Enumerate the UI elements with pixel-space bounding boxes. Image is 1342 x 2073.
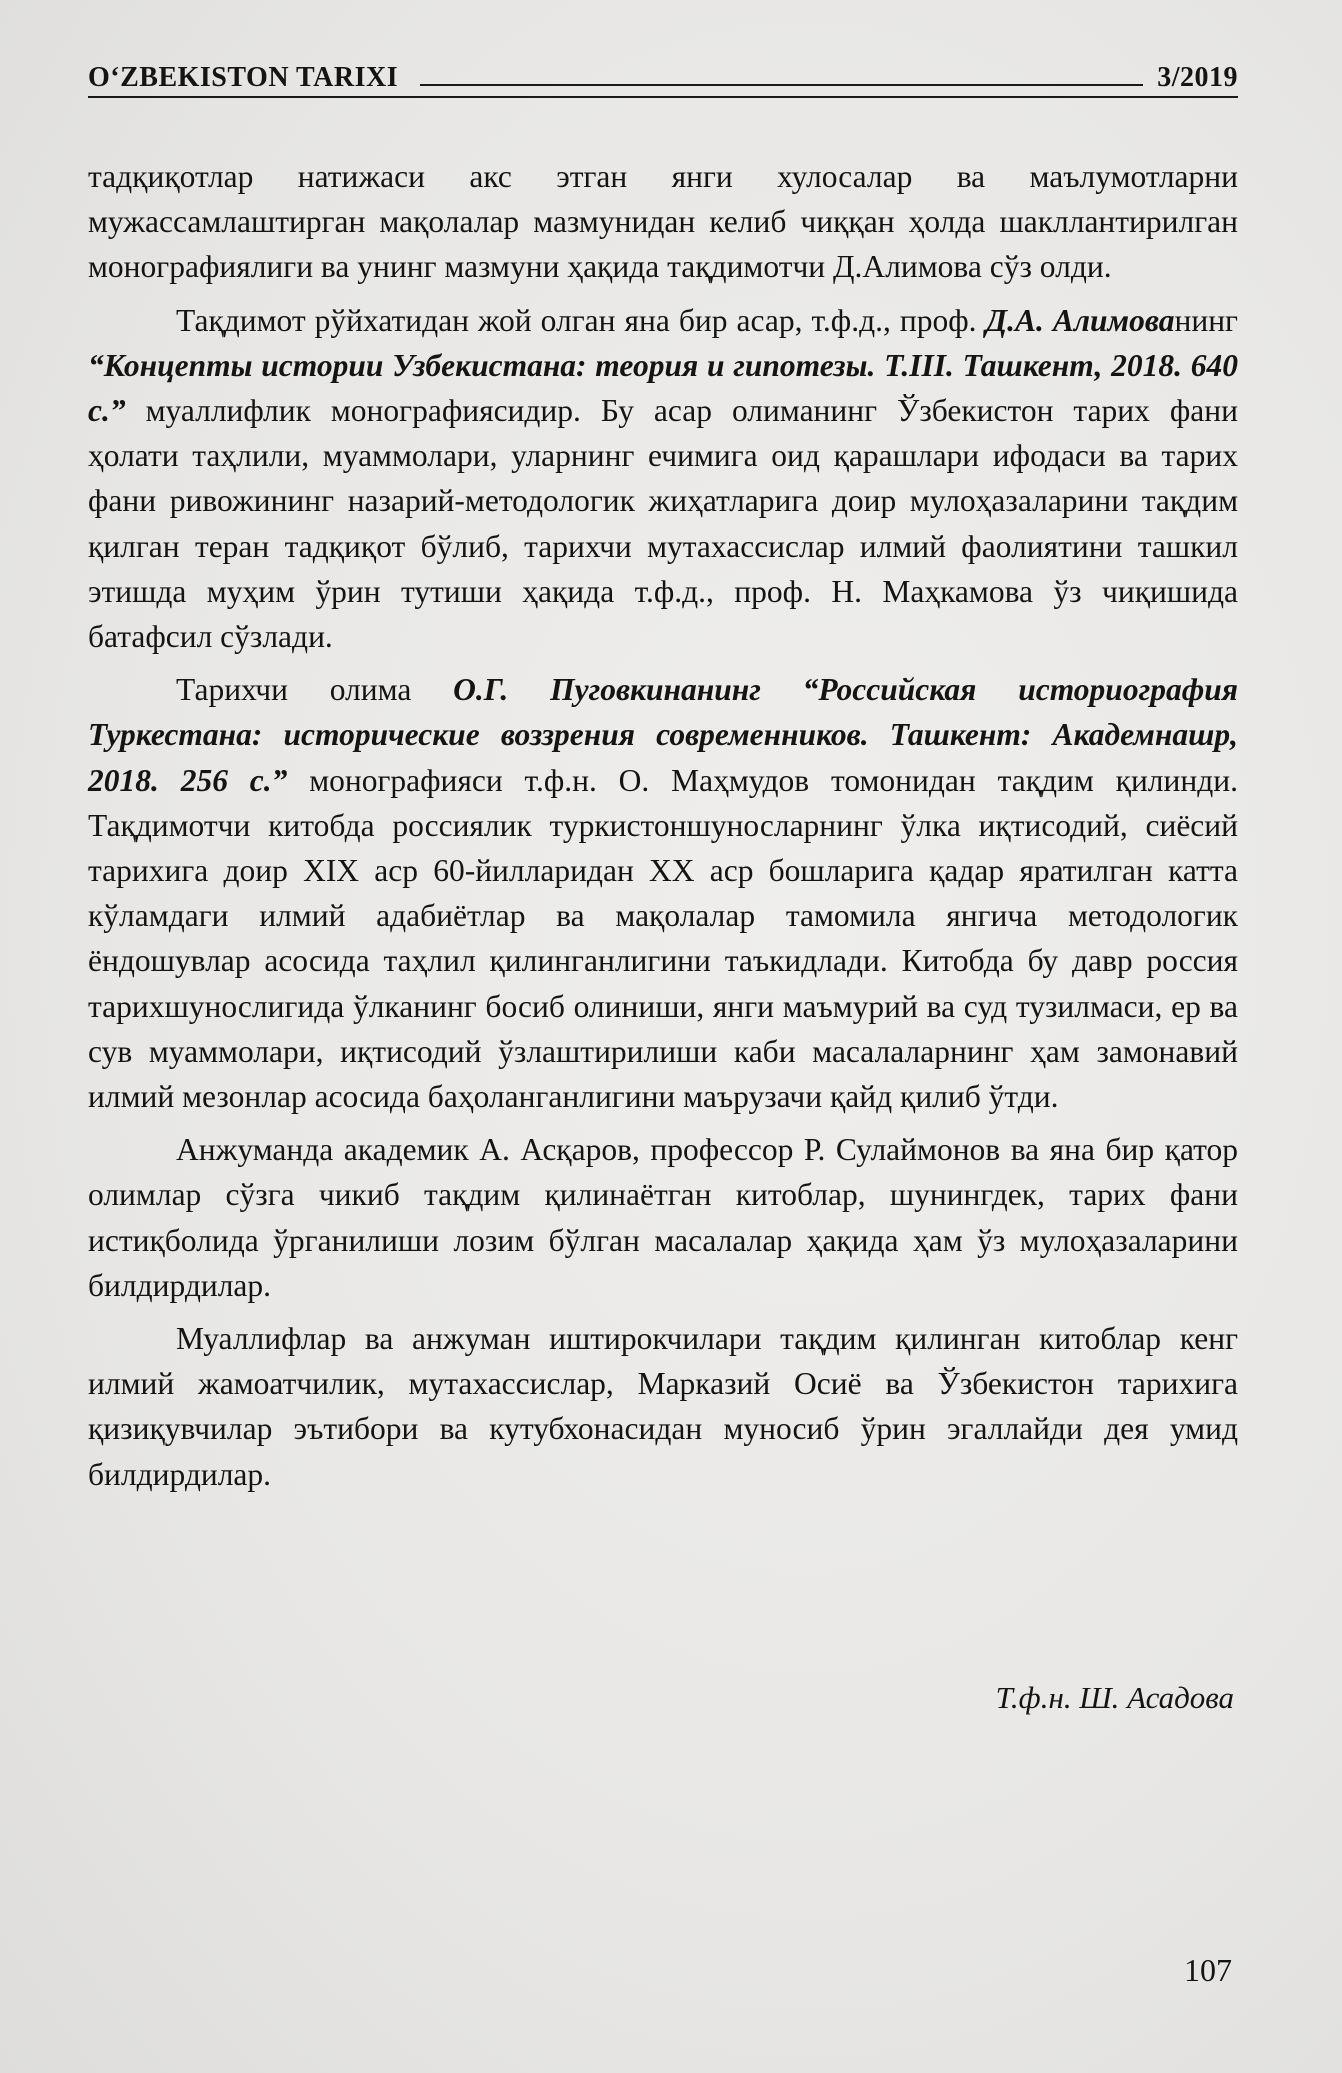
paragraph-5: Муаллифлар ва анжуман иштирокчилари тақдим қилинган китоблар кенг илмий жамоатчилик, мутахассислар, Марказий Осиё ва Ўзбекистон тарихига қизиқувчилар эътибори ва кутубхонасидан муносиб ўрин эгаллайди дея умид билдирдилар. xyxy=(88,1321,1238,1492)
author-alimova: Д.А. Алимова xyxy=(985,302,1175,338)
book-title-pugovkina: О.Г. Пуговкинанинг “Российская историография Туркестана: исторические воззрения современников. Ташкент: Академнашр, 2018. 256 с.” xyxy=(88,672,1238,798)
header-underline xyxy=(88,96,1238,98)
book-title-alimova: “Концепты истории Узбекистана: теория и гипотезы. Т.III. Ташкент, 2018. 640 с.” xyxy=(88,347,1238,429)
paragraph-3-start: Тарихчи олима xyxy=(176,672,454,708)
paragraph-3-end: монографияси т.ф.н. О. Маҳмудов томонидан тақдим қилинди. Тақдимотчи китобда россиялик туркистоншуносларнинг ўлка иқтисодий, сиёсий тарихига доир XIX аср 60-йилларидан XX аср бошларига қадар яратилган катта кўламдаги илмий адабиётлар ва мақолалар тамомила янгича методологик ёндошувлар асосида таҳлил қилинганлигини таъкидлади. Китобда бу давр россия тарихшунослигида ўлканинг босиб олиниши, янги маъмурий ва суд тузилмаси, ер ва сув муаммолари, иқтисодий ўзлаштирилиши каби масалаларнинг ҳам замонавий илмий мезонлар асосида баҳоланганлигини маърузачи қайд қилиб ўтди. xyxy=(88,762,1238,1115)
issue-number: 3/2019 xyxy=(1157,62,1238,93)
paragraph-1: тадқиқотлар натижаси акс этган янги хулосалар ва маълумотларни мужассамлаштирган мақолалар мазмунидан келиб чиққан ҳолда шакллантирилган монографиялиги ва унинг мазмуни ҳақида тақдимотчи Д.Алимова сўз олди. xyxy=(88,159,1238,285)
page-number: 107 xyxy=(1184,1952,1232,1988)
paragraph-3 xyxy=(88,667,1238,1119)
article-body xyxy=(88,154,1238,1497)
paragraph-2-mid: нинг xyxy=(1174,302,1238,338)
journal-title: O‘ZBEKISTON TARIXI xyxy=(88,62,399,93)
paragraph-2-end: муаллифлик монографиясидир. Бу асар олиманинг Ўзбекистон тарих фани ҳолати таҳлили, муаммолари, уларнинг ечимига оид қарашлари ифодаси ва тарих фани ривожининг назарий-методологик жиҳатларига доир мулоҳазаларини тақдим қилган теран тадқиқот бўлиб, тарихчи мутахассислар илмий фаолиятини ташкил этишда муҳим ўрин тутиши ҳақида т.ф.д., проф. Н. Маҳкамова ўз чиқишида батафсил сўзлади. xyxy=(88,393,1238,655)
author-signature: Т.ф.н. Ш. Асадова xyxy=(995,1680,1234,1715)
running-header xyxy=(88,50,1238,94)
paragraph-2-start: Тақдимот рўйхатидан жой олган яна бир асар, т.ф.д., проф. xyxy=(176,302,986,338)
paragraph-4: Анжуманда академик А. Асқаров, профессор Р. Сулаймонов ва яна бир қатор олимлар сўзга чикиб тақдим қилинаётган китоблар, шунингдек, тарих фани истиқболида ўрганилиши лозим бўлган масалалар ҳақида ҳам ўз мулоҳазаларини билдирдилар. xyxy=(88,1132,1238,1303)
paragraph-2 xyxy=(88,298,1238,660)
header-rule xyxy=(420,84,1143,86)
